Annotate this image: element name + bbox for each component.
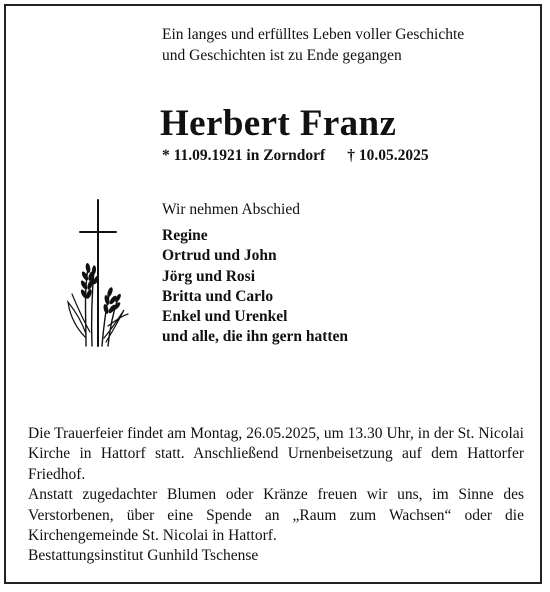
intro-line: und Geschichten ist zu Ende gegangen [162, 47, 402, 64]
intro-line: Ein langes und erfülltes Leben voller Geschichte [162, 26, 465, 43]
mourner-name: und alle, die ihn gern hatten [162, 328, 349, 346]
deceased-name: Herbert Franz [160, 103, 397, 144]
donation-paragraph: Anstatt zugedachter Blumen oder Kränze freuen wir uns, im Sinne des Verstorbenen, über eine Spende an „Raum zum Wachsen“ oder die Kirchengemeinde St. Nicolai in Hattorf. [28, 486, 524, 545]
mourner-name: Jörg und Rosi [162, 267, 256, 285]
funeral-notice [28, 424, 524, 567]
undertaker-line: Bestattungsinstitut Gunhild Tschense [28, 547, 259, 565]
mourner-name: Enkel und Urenkel [162, 308, 288, 326]
mourner-name: Regine [162, 227, 208, 244]
mourner-name: Britta und Carlo [162, 287, 274, 305]
mourner-name: Ortrud und John [162, 247, 277, 265]
mourners-list [162, 226, 348, 348]
funeral-paragraph: Die Trauerfeier findet am Montag, 26.05.2025, um 13.30 Uhr, in der St. Nicolai Kirche in Hattorf statt. Anschließend Urnenbeisetzung auf dem Hattorfer Friedhof. [28, 425, 524, 483]
death-date: † 10.05.2025 [347, 147, 429, 164]
intro-text [162, 24, 464, 66]
cross-with-wheat-icon [64, 198, 134, 355]
life-dates [162, 146, 429, 166]
farewell-label: Wir nehmen Abschied [162, 201, 300, 218]
birth-date: * 11.09.1921 in Zorndorf [162, 147, 326, 164]
